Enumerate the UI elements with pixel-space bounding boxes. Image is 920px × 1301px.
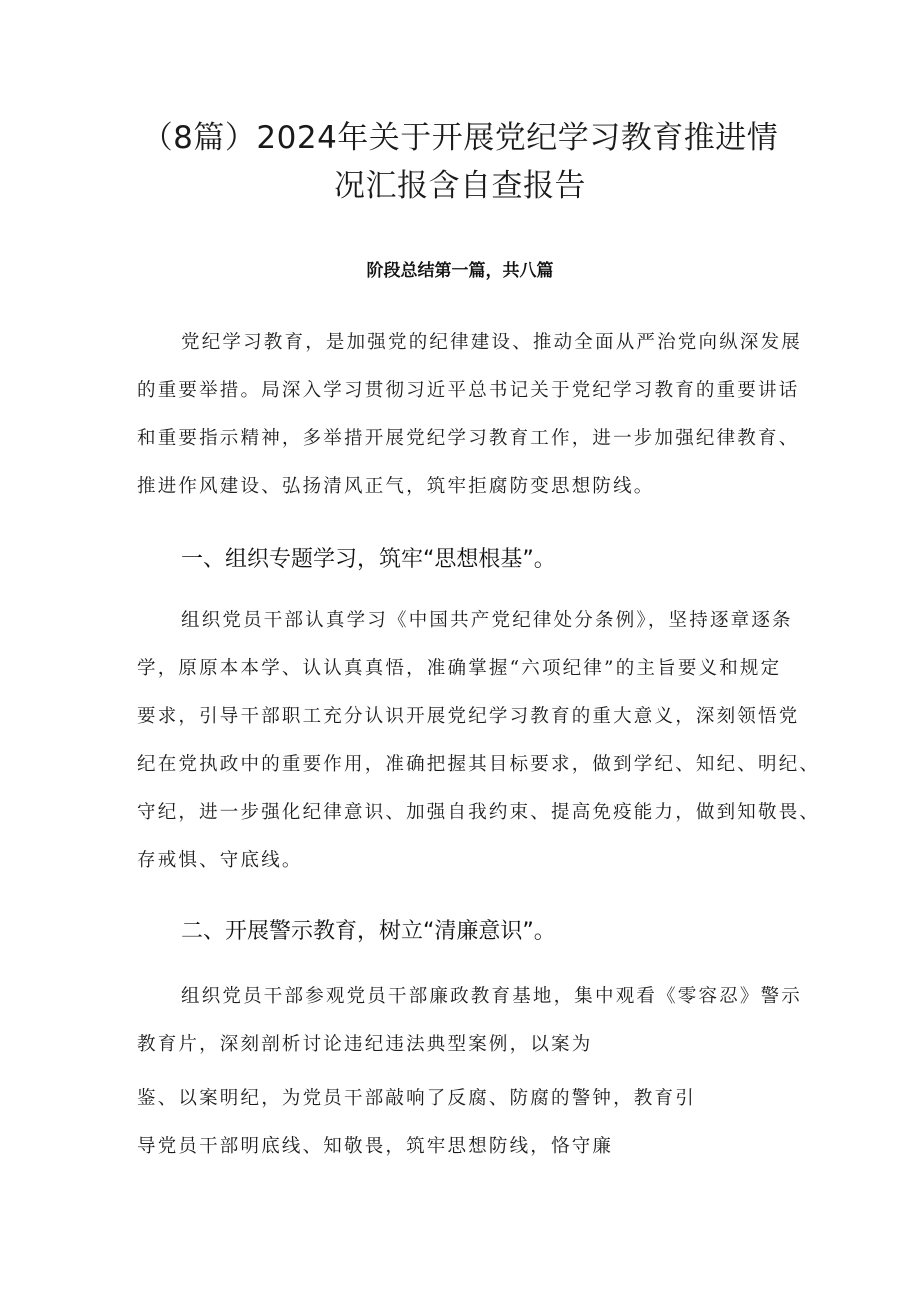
- section-1-line-3: 要求，引导干部职工充分认识开展党纪学习教育的重大意义，深刻领悟党: [137, 706, 800, 727]
- section-2-line-1: 组织党员干部参观党员干部廉政教育基地，集中观看《零容忍》警示: [181, 986, 803, 1007]
- document-title-line-1: （8篇）2024年关于开展党纪学习教育推进情: [141, 120, 779, 156]
- section-2-line-2: 教育片，深刻剖析讨论违纪违法典型案例，以案为: [137, 1034, 593, 1055]
- intro-line-2: 的重要举措。局深入学习贯彻习近平总书记关于党纪学习教育的重要讲话: [137, 380, 800, 401]
- intro-line-4: 推进作风建设、弘扬清风正气，筑牢拒腐防变思想防线。: [137, 476, 655, 497]
- section-2-heading: 二、开展警示教育，树立“清廉意识”。: [181, 919, 556, 944]
- section-1-line-6: 存戒惧、守底线。: [137, 850, 303, 871]
- section-1-line-1: 组织党员干部认真学习《中国共产党纪律处分条例》，坚持逐章逐条: [181, 610, 793, 631]
- section-1-heading: 一、组织专题学习，筑牢“思想根基”。: [181, 547, 556, 572]
- section-1-line-5: 守纪，进一步强化纪律意识、加强自我约束、提高免疫能力，做到知敬畏、: [137, 802, 821, 823]
- section-2-line-4: 导党员干部明底线、知敬畏，筑牢思想防线，恪守廉: [137, 1136, 614, 1157]
- intro-line-3: 和重要指示精神，多举措开展党纪学习教育工作，进一步加强纪律教育、: [137, 428, 800, 449]
- section-1-line-2: 学，原原本本学、认认真真悟，准确掌握“六项纪律”的主旨要义和规定: [137, 658, 782, 679]
- document-title-line-2: 况汇报含自查报告: [334, 168, 586, 204]
- section-1-line-4: 纪在党执政中的重要作用，准确把握其目标要求，做到学纪、知纪、明纪、: [137, 754, 821, 775]
- intro-line-1: 党纪学习教育，是加强党的纪律建设、推动全面从严治党向纵深发展: [181, 332, 803, 353]
- section-2-line-3: 鉴、以案明纪，为党员干部敲响了反腐、防腐的警钟，教育引: [137, 1088, 696, 1109]
- document-subtitle: 阶段总结第一篇，共八篇: [366, 261, 554, 281]
